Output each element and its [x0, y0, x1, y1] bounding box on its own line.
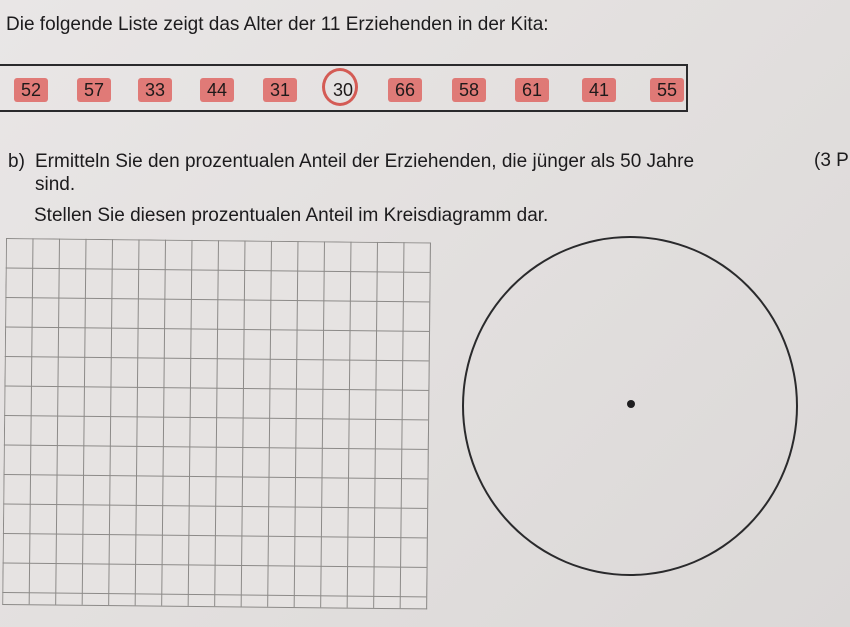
task-text-line1: Ermitteln Sie den prozentualen Anteil der Erziehenden, die jünger als 50 Jahre [35, 151, 695, 172]
scratch-grid[interactable] [2, 238, 431, 609]
age-value: 31 [263, 78, 297, 102]
age-value: 61 [515, 78, 549, 102]
task-b [8, 150, 694, 196]
age-value: 33 [138, 78, 172, 102]
age-value: 58 [452, 78, 486, 102]
age-value: 44 [200, 78, 234, 102]
age-value: 66 [388, 78, 422, 102]
task-letter: b) [8, 151, 25, 172]
task-text-line2: sind. [35, 174, 76, 195]
age-value: 41 [582, 78, 616, 102]
age-value: 55 [650, 78, 684, 102]
pie-center-point [627, 400, 635, 408]
intro-text: Die folgende Liste zeigt das Alter der 11 Erziehenden in der Kita: [6, 14, 549, 35]
instruction-text: Stellen Sie diesen prozentualen Anteil im Kreisdiagramm dar. [34, 205, 549, 226]
age-value: 52 [14, 78, 48, 102]
points-label: (3 P [814, 150, 849, 171]
circle-mark [322, 68, 358, 106]
age-value: 57 [77, 78, 111, 102]
age-value: 30 [332, 80, 354, 100]
